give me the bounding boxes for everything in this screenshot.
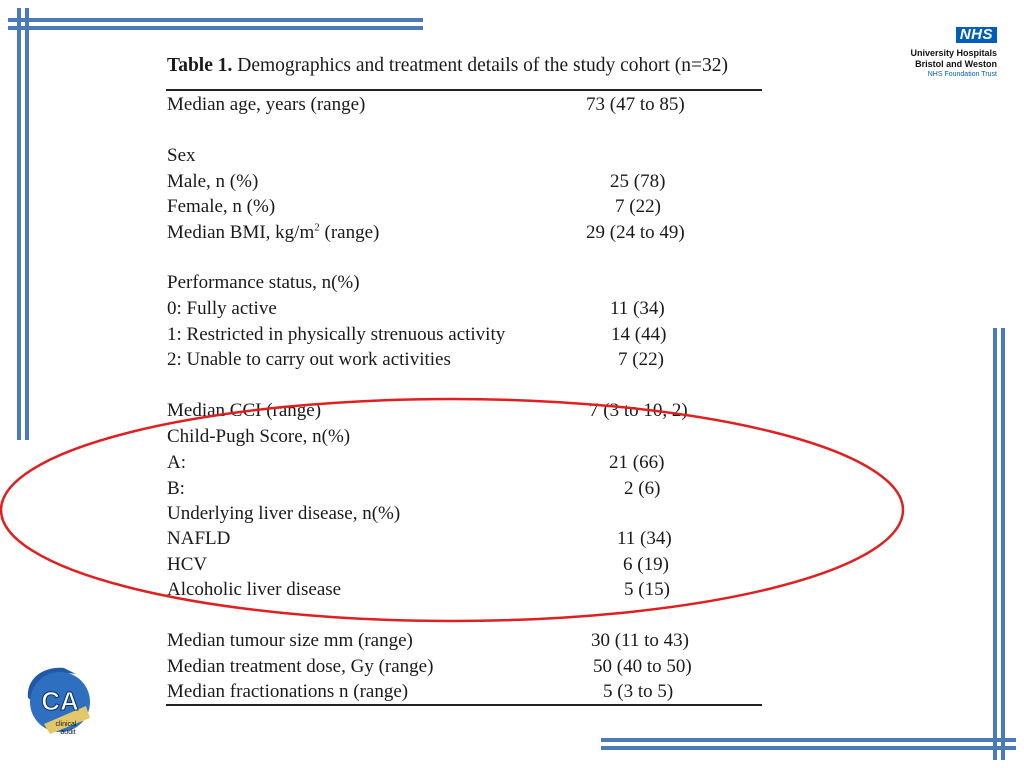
logo-letters: CA — [41, 686, 79, 716]
row-label: Sex — [167, 145, 196, 166]
org-name-line3: NHS Foundation Trust — [927, 71, 997, 78]
frame-line-top-1 — [8, 18, 423, 22]
row-label: Underlying liver disease, n(%) — [167, 503, 401, 524]
row-label: Median tumour size mm (range) — [167, 630, 413, 651]
table-row — [167, 476, 767, 501]
row-label: Median fractionations n (range) — [167, 681, 409, 702]
frame-line-left-1 — [17, 8, 21, 440]
table-row — [167, 169, 767, 194]
row-value: 50 (40 to 50) — [593, 656, 692, 677]
row-label: HCV — [167, 554, 208, 575]
table-row — [167, 628, 767, 653]
table-row — [167, 679, 767, 704]
row-label-superscript: 2 — [314, 221, 320, 234]
row-value: 7 (3 to 10, 2) — [589, 400, 688, 421]
table-top-rule — [166, 89, 762, 91]
row-value: 14 (44) — [611, 324, 667, 345]
row-label: Male, n (%) — [167, 171, 259, 192]
frame-line-right-1 — [993, 328, 997, 760]
row-value: 73 (47 to 85) — [586, 94, 685, 115]
table-row — [167, 143, 767, 168]
row-label: B: — [167, 478, 185, 499]
table-title-number: Table 1. — [167, 55, 233, 76]
row-value: 5 (3 to 5) — [603, 681, 674, 702]
table-row — [167, 92, 767, 117]
table-row — [167, 347, 767, 372]
row-value: 21 (66) — [609, 452, 665, 473]
row-value: 30 (11 to 43) — [591, 630, 689, 651]
org-name-line1: University Hospitals — [910, 48, 997, 58]
row-value: 11 (34) — [617, 528, 672, 549]
table-row — [167, 296, 767, 321]
clinical-audit-logo — [24, 664, 94, 742]
row-label: NAFLD — [167, 528, 231, 549]
table-row — [167, 194, 767, 219]
row-label: 2: Unable to carry out work activities — [167, 349, 451, 370]
row-value: 5 (15) — [624, 579, 670, 600]
table-row — [167, 501, 767, 526]
logo-word-clinical: clinical — [55, 721, 77, 728]
logo-word-audit: audit — [60, 729, 76, 736]
table-row — [167, 654, 767, 679]
row-label: Median CCI (range) — [167, 400, 322, 421]
table-row — [167, 424, 767, 449]
row-label-suffix: (range) — [319, 222, 380, 243]
row-value: 29 (24 to 49) — [586, 222, 685, 243]
nhs-logo-badge: NHS — [956, 27, 997, 43]
frame-line-bottom-2 — [601, 746, 1016, 750]
table-row — [167, 577, 767, 602]
row-value: 2 (6) — [624, 478, 661, 499]
row-label: Alcoholic liver disease — [167, 579, 342, 600]
frame-line-left-2 — [25, 8, 29, 440]
row-label: 0: Fully active — [167, 298, 277, 319]
table-row — [167, 398, 767, 423]
row-value: 25 (78) — [610, 171, 666, 192]
row-value: 7 (22) — [615, 196, 661, 217]
table-title — [167, 55, 728, 77]
table-row — [167, 450, 767, 475]
row-label — [167, 220, 379, 245]
frame-line-bottom-1 — [601, 738, 1016, 742]
table-row — [167, 552, 767, 577]
row-value: 7 (22) — [618, 349, 664, 370]
nhs-trust-logo — [910, 26, 997, 79]
table-row — [167, 526, 767, 551]
row-label: 1: Restricted in physically strenuous activity — [167, 324, 506, 345]
row-label: Median age, years (range) — [167, 94, 366, 115]
table-row — [167, 270, 767, 295]
row-label: Median treatment dose, Gy (range) — [167, 656, 434, 677]
org-name-line2: Bristol and Weston — [915, 59, 997, 69]
row-label: Female, n (%) — [167, 196, 276, 217]
table-title-text: Demographics and treatment details of the study cohort (n=32) — [232, 55, 729, 76]
row-label-text: Median BMI, kg/m — [167, 222, 315, 243]
row-label: Performance status, n(%) — [167, 272, 360, 293]
frame-line-top-2 — [8, 26, 423, 30]
clinical-audit-logo-graphic — [24, 664, 94, 742]
table-bottom-rule — [166, 704, 762, 706]
row-value: 6 (19) — [623, 554, 669, 575]
row-label: Child-Pugh Score, n(%) — [167, 426, 351, 447]
row-label: A: — [167, 452, 186, 473]
frame-line-right-2 — [1001, 328, 1005, 760]
table-row — [167, 220, 767, 245]
table-row — [167, 322, 767, 347]
row-value: 11 (34) — [610, 298, 665, 319]
